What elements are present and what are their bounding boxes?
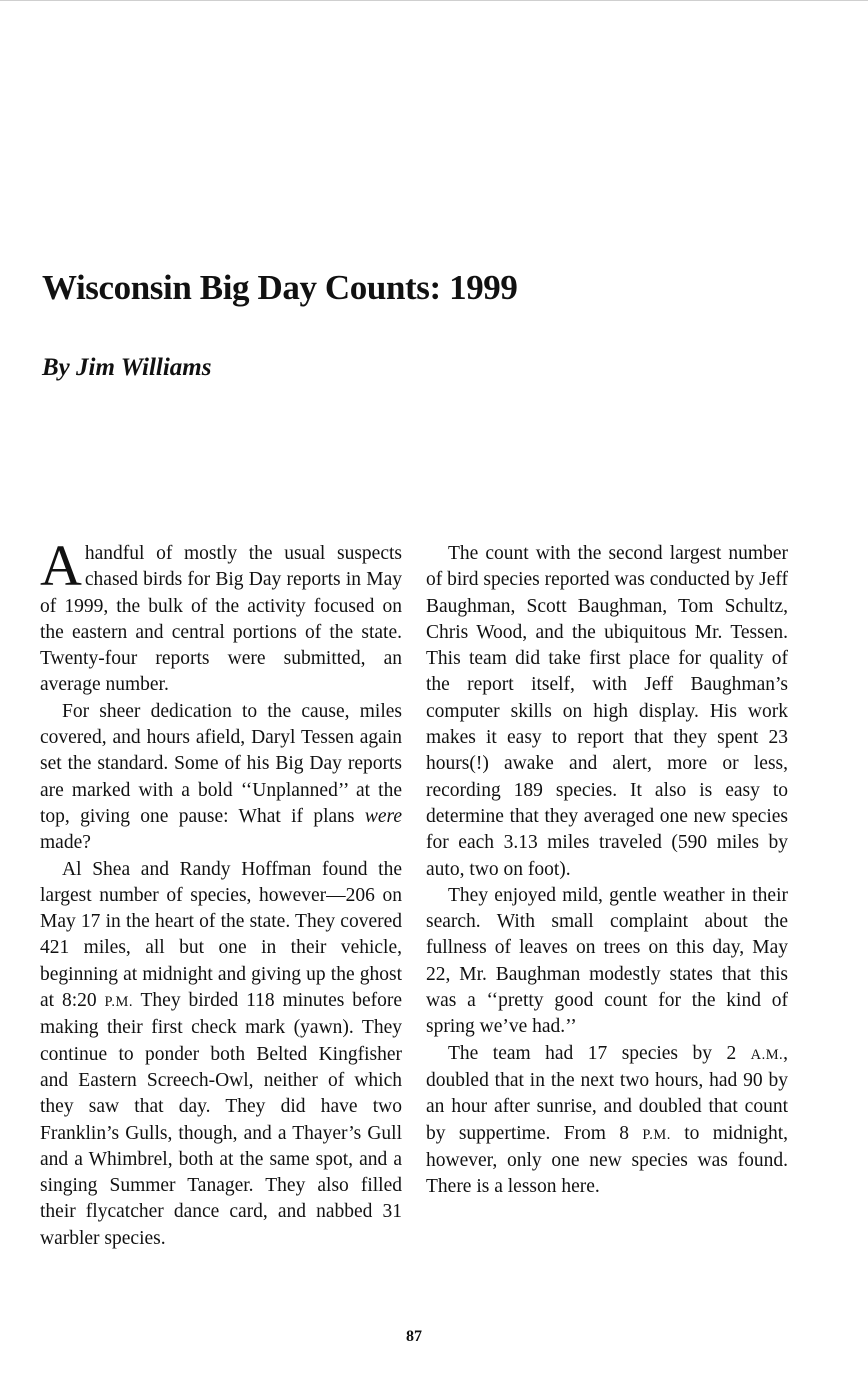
article-title: Wisconsin Big Day Counts: 1999 xyxy=(42,268,518,307)
time-abbrev-pm: P.M. xyxy=(642,1126,671,1143)
paragraph-weather: They enjoyed mild, gentle weather in their search. With small complaint about the fullness of leaves on trees on this day, May 22, Mr. Baughman modestly states that this was a ‘‘pretty good count for the kind of spring we’ve had.’’ xyxy=(426,884,788,1038)
drop-cap: A xyxy=(40,533,82,598)
article-byline: By Jim Williams xyxy=(42,354,212,381)
paragraph-largest-count-end: They birded 118 minutes before making their first check mark (yawn). They continue to ponder both Belted Kingfisher and Eastern Screech-Owl, neither of which they saw that day. They did have two Franklin’s Gulls, though, and a Thayer’s Gull and a Whimbrel, both at the same spot, and a singing Summer Tanager. They also filled their flycatcher dance card, and nabbed 31 warbler species. xyxy=(40,990,402,1249)
emphasis-word: were xyxy=(364,805,402,827)
paragraph-intro xyxy=(40,533,402,699)
right-column xyxy=(426,541,788,1200)
time-abbrev-am: A.M. xyxy=(750,1046,784,1063)
paragraph-intro-text: handful of mostly the usual suspects chased birds for Big Day reports in May of 1999, the bulk of the activity focused on the eastern and central portions of the state. Twenty-four reports were submitted, an average number. xyxy=(40,543,402,696)
page-number: 87 xyxy=(406,1328,422,1345)
paragraph-dedication-end: made? xyxy=(40,832,91,854)
paragraph-team-timeline-middle: , doubled that in the next two hours, had 90 by an hour after sunrise, and doubled that count by suppertime. From 8 xyxy=(426,1042,788,1144)
paragraph-team-timeline xyxy=(426,1041,788,1201)
paragraph-team-timeline-text: The team had 17 species by 2 xyxy=(448,1042,751,1064)
paragraph-second-count: The count with the second largest number of bird species reported was conducted by Jeff Baughman, Scott Baughman, Tom Schultz, Chris Wood, and the ubiquitous Mr. Tessen. This team did take first place for quality of the report itself, with Jeff Baughman’s computer skills on high display. His work makes it easy to report that they spent 23 hours(!) awake and alert, more or less, recording 189 species. It also is easy to determine that they averaged one new species for each 3.13 miles traveled (590 miles by auto, two on foot). xyxy=(426,543,788,880)
paragraph-dedication-text: For sheer dedication to the cause, miles covered, and hours afield, Daryl Tessen again set the standard. Some of his Big Day reports are marked with a bold ‘‘Unplanned’’ at the top, giving one pause: What if plans xyxy=(40,700,402,827)
top-rule xyxy=(0,0,868,1)
left-column xyxy=(40,533,402,1252)
paragraph-team-timeline-end: to midnight, however, only one new species was found. There is a lesson here. xyxy=(426,1122,789,1198)
paragraph-largest-count xyxy=(40,857,402,1252)
paragraph-dedication xyxy=(40,699,402,857)
paragraph-largest-count-text: Al Shea and Randy Hoffman found the largest number of species, however—206 on May 17 in the heart of the state. They covered 421 miles, all but one in their vehicle, beginning at midnight and giving up the ghost at 8:20 xyxy=(40,858,402,1012)
time-abbrev-pm: P.M. xyxy=(104,994,133,1011)
